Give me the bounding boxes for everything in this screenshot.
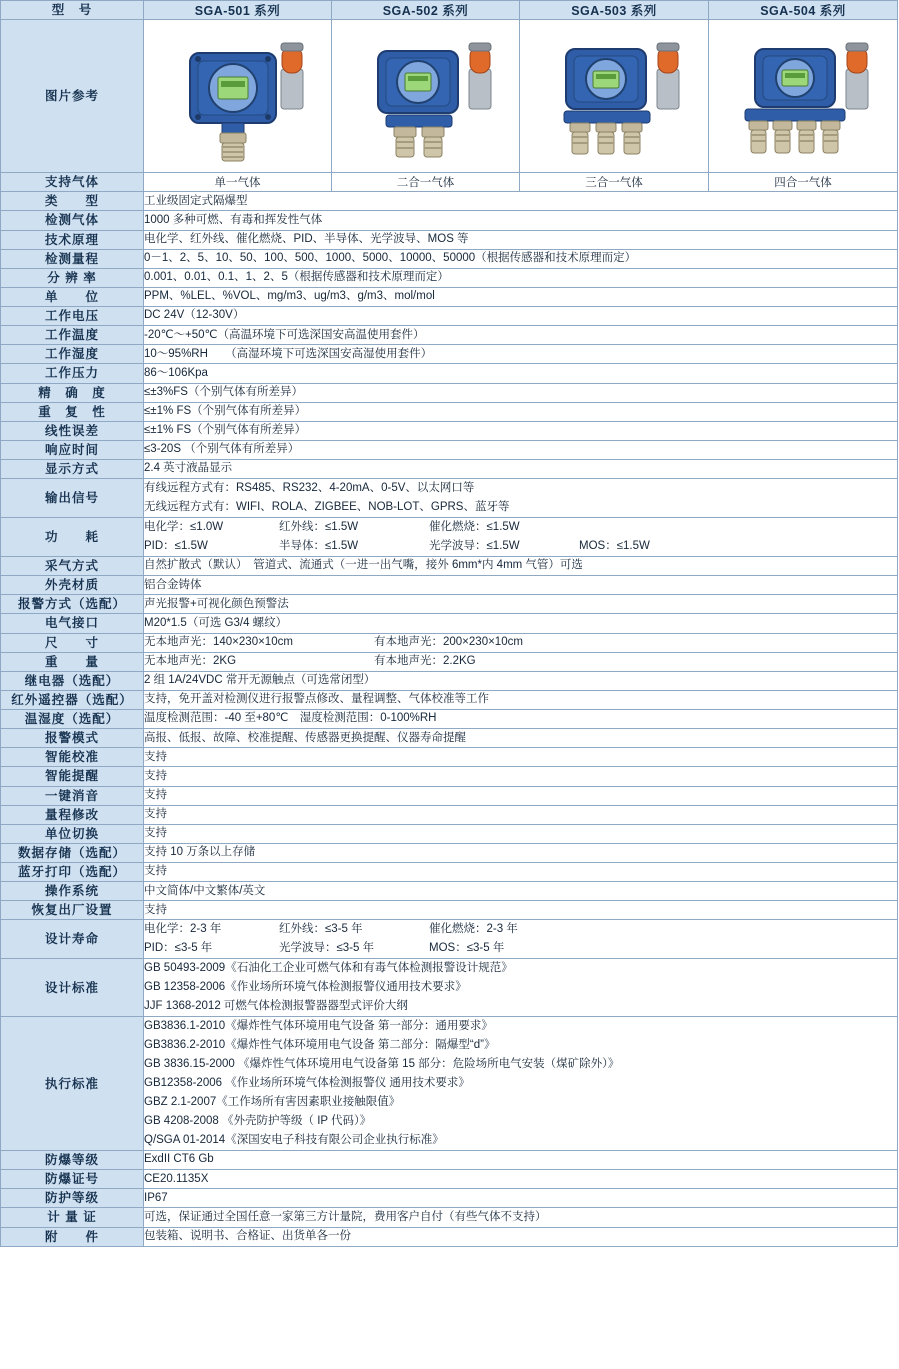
- table-row-detect-gas: [1, 211, 898, 230]
- life-line-2: [144, 939, 897, 958]
- row-label-smart-calibration: 智能校准: [1, 748, 144, 767]
- life-infrared: 红外线：≤3-5 年: [279, 923, 363, 936]
- row-label-data-storage: 数据存储（选配）: [1, 843, 144, 862]
- table-row-accuracy: [1, 383, 898, 402]
- table-row-linearity: [1, 421, 898, 440]
- table-row-temp-humidity-option: [1, 710, 898, 729]
- row-label-bluetooth-print: 蓝牙打印（选配）: [1, 863, 144, 882]
- row-label-ex-grade: 防爆等级: [1, 1151, 144, 1170]
- row-value-power: [144, 518, 898, 557]
- table-row-pressure: [1, 364, 898, 383]
- table-row-sampling: [1, 557, 898, 576]
- output-signal-wireless: 无线远程方式有：WIFI、ROLA、ZIGBEE、NOB-LOT、GPRS、蓝牙等: [144, 501, 510, 514]
- row-label-picture: 图片参考: [1, 20, 144, 173]
- row-label-ir-remote: 红外遥控器（选配）: [1, 690, 144, 709]
- table-row-unit: [1, 287, 898, 306]
- row-value-humidity: 10～95%RH （高湿环境下可选深国安高湿使用套件）: [144, 345, 898, 364]
- row-label-housing: 外壳材质: [1, 576, 144, 595]
- table-row-gas-support: [1, 173, 898, 192]
- product-image-3: [520, 20, 709, 173]
- row-value-data-storage: 支持 10 万条以上存储: [144, 843, 898, 862]
- table-row-model-header: [1, 1, 898, 20]
- design-standard-line-3: JJF 1368-2012 可燃气体检测报警器器型式评价大纲: [144, 1000, 408, 1013]
- table-row-temperature: [1, 326, 898, 345]
- row-label-ip-grade: 防护等级: [1, 1189, 144, 1208]
- row-label-repeatability: 重 复 性: [1, 402, 144, 421]
- row-value-weight: [144, 652, 898, 671]
- row-label-smart-reminder: 智能提醒: [1, 767, 144, 786]
- row-label-output-signal: 输出信号: [1, 479, 144, 518]
- gas-support-value-4: 四合一气体: [709, 173, 898, 192]
- model-header-4: SGA-504 系列: [709, 1, 898, 20]
- row-value-accessories: 包装箱、说明书、合格证、出货单各一份: [144, 1227, 898, 1246]
- row-value-temp-humidity-option: 温度检测范围：-40 至+80℃ 湿度检测范围：0-100%RH: [144, 710, 898, 729]
- row-value-smart-calibration: 支持: [144, 748, 898, 767]
- row-value-alarm-method: 声光报警+可视化颜色预警法: [144, 595, 898, 614]
- row-value-factory-reset: 支持: [144, 901, 898, 920]
- row-label-os: 操作系统: [1, 882, 144, 901]
- power-optical-waveguide: 光学波导：≤1.5W: [429, 540, 520, 553]
- product-image-2: [332, 20, 520, 173]
- table-row-tech-principle: [1, 230, 898, 249]
- design-standard-line-1: GB 50493-2009《石油化工企业可燃气体和有毒气体检测报警设计规范》: [144, 962, 513, 975]
- table-row-response-time: [1, 440, 898, 459]
- row-label-alarm-method: 报警方式（选配）: [1, 595, 144, 614]
- exec-standard-line-2: GB3836.2-2010《爆炸性气体环境用电气设备 第二部分：隔爆型“d”》: [144, 1039, 496, 1052]
- table-row-smart-calibration: [1, 748, 898, 767]
- product-image-4: [709, 20, 898, 173]
- table-row-housing: [1, 576, 898, 595]
- row-value-type: 工业级固定式隔爆型: [144, 192, 898, 211]
- row-value-design-standard: [144, 959, 898, 1017]
- row-label-relay: 继电器（选配）: [1, 671, 144, 690]
- row-value-unit: PPM、%LEL、%VOL、mg/m3、ug/m3、g/m3、mol/mol: [144, 287, 898, 306]
- row-value-ex-cert: CE20.1135X: [144, 1170, 898, 1189]
- weight-without-alarm: 无本地声光：2KG: [144, 655, 237, 668]
- table-row-ex-grade: [1, 1151, 898, 1170]
- row-label-model: 型 号: [1, 1, 144, 20]
- exec-standard-line-5: GBZ 2.1-2007《工作场所有害因素职业接触限值》: [144, 1096, 401, 1109]
- row-label-pressure: 工作压力: [1, 364, 144, 383]
- row-label-display: 显示方式: [1, 460, 144, 479]
- table-row-range-modify: [1, 805, 898, 824]
- output-signal-wired: 有线远程方式有：RS485、RS232、4-20mA、0-5V、以太网口等: [144, 482, 475, 495]
- size-without-alarm: 无本地声光：140×230×10cm: [144, 635, 293, 648]
- table-row-data-storage: [1, 843, 898, 862]
- table-row-accessories: [1, 1227, 898, 1246]
- table-row-humidity: [1, 345, 898, 364]
- row-label-sampling: 采气方式: [1, 557, 144, 576]
- model-header-2: SGA-502 系列: [332, 1, 520, 20]
- row-value-exec-standard: [144, 1017, 898, 1151]
- table-row-design-life: [1, 920, 898, 959]
- product-image-1: [144, 20, 332, 173]
- row-value-display: 2.4 英寸液晶显示: [144, 460, 898, 479]
- row-label-voltage: 工作电压: [1, 307, 144, 326]
- row-label-alarm-mode: 报警模式: [1, 729, 144, 748]
- table-row-unit-switch: [1, 824, 898, 843]
- table-row-smart-reminder: [1, 767, 898, 786]
- row-value-size: [144, 633, 898, 652]
- row-label-temperature: 工作温度: [1, 326, 144, 345]
- row-value-bluetooth-print: 支持: [144, 863, 898, 882]
- design-standard-line-2: GB 12358-2006《作业场所环境气体检测报警仪通用技术要求》: [144, 981, 467, 994]
- row-value-alarm-mode: 高报、低报、故障、校准提醒、传感器更换提醒、仪器寿命提醒: [144, 729, 898, 748]
- life-catalytic: 催化燃烧：2-3 年: [429, 923, 518, 936]
- gas-support-value-2: 二合一气体: [332, 173, 520, 192]
- row-value-temperature: -20℃～+50℃（高温环境下可选深国安高温使用套件）: [144, 326, 898, 345]
- row-label-accuracy: 精 确 度: [1, 383, 144, 402]
- row-label-design-standard: 设计标准: [1, 959, 144, 1017]
- power-pid: PID：≤1.5W: [144, 540, 208, 553]
- model-header-1: SGA-501 系列: [144, 1, 332, 20]
- table-row-voltage: [1, 307, 898, 326]
- row-value-ir-remote: 支持，免开盖对检测仪进行报警点修改、量程调整、气体校准等工作: [144, 690, 898, 709]
- row-label-factory-reset: 恢复出厂设置: [1, 901, 144, 920]
- row-label-weight: 重 量: [1, 652, 144, 671]
- table-row-output-signal: [1, 479, 898, 518]
- power-mos: MOS：≤1.5W: [579, 540, 650, 553]
- row-value-tech-principle: 电化学、红外线、催化燃烧、PID、半导体、光学波导、MOS 等: [144, 230, 898, 249]
- row-label-accessories: 附 件: [1, 1227, 144, 1246]
- table-row-alarm-mode: [1, 729, 898, 748]
- row-label-range: 检测量程: [1, 249, 144, 268]
- row-value-sampling: 自然扩散式（默认） 管道式、流通式（一进一出气嘴，接外 6mm*内 4mm 气管）可选: [144, 557, 898, 576]
- life-line-1: [144, 920, 897, 939]
- row-value-range-modify: 支持: [144, 805, 898, 824]
- row-label-unit-switch: 单位切换: [1, 824, 144, 843]
- row-value-os: 中文简体/中文繁体/英文: [144, 882, 898, 901]
- row-label-unit: 单 位: [1, 287, 144, 306]
- power-semiconductor: 半导体：≤1.5W: [279, 540, 359, 553]
- table-row-os: [1, 882, 898, 901]
- row-value-metrology-cert: 可选，保证通过全国任意一家第三方计量院，费用客户自付（有些气体不支持）: [144, 1208, 898, 1227]
- table-row-ip-grade: [1, 1189, 898, 1208]
- row-value-ex-grade: ExdII CT6 Gb: [144, 1151, 898, 1170]
- row-label-one-key-mute: 一键消音: [1, 786, 144, 805]
- row-value-response-time: ≤3-20S （个别气体有所差异）: [144, 440, 898, 459]
- row-value-unit-switch: 支持: [144, 824, 898, 843]
- row-value-output-signal: [144, 479, 898, 518]
- row-value-relay: 2 组 1A/24VDC 常开无源触点（可选常闭型）: [144, 671, 898, 690]
- row-label-humidity: 工作湿度: [1, 345, 144, 364]
- row-value-resolution: 0.001、0.01、0.1、1、2、5（根据传感器和技术原理而定）: [144, 268, 898, 287]
- row-label-metrology-cert: 计 量 证: [1, 1208, 144, 1227]
- table-row-exec-standard: [1, 1017, 898, 1151]
- row-value-smart-reminder: 支持: [144, 767, 898, 786]
- life-pid: PID：≤3-5 年: [144, 942, 213, 955]
- power-line-1: [144, 518, 897, 537]
- exec-standard-line-4: GB12358-2006 《作业场所环境气体检测报警仪 通用技术要求》: [144, 1077, 470, 1090]
- exec-standard-line-6: GB 4208-2008 《外壳防护等级（ IP 代码）》: [144, 1115, 372, 1128]
- exec-standard-line-7: Q/SGA 01-2014《深国安电子科技有限公司企业执行标准》: [144, 1134, 444, 1147]
- row-label-power: 功 耗: [1, 518, 144, 557]
- exec-standard-line-3: GB 3836.15-2000 《爆炸性气体环境用电气设备第 15 部分：危险场所电气安装（煤矿除外）》: [144, 1058, 620, 1071]
- row-label-response-time: 响应时间: [1, 440, 144, 459]
- life-mos: MOS：≤3-5 年: [429, 942, 505, 955]
- row-label-type: 类 型: [1, 192, 144, 211]
- life-electrochemical: 电化学：2-3 年: [144, 923, 222, 936]
- table-row-size: [1, 633, 898, 652]
- row-value-linearity: ≤±1% FS（个别气体有所差异）: [144, 421, 898, 440]
- row-label-range-modify: 量程修改: [1, 805, 144, 824]
- row-value-repeatability: ≤±1% FS（个别气体有所差异）: [144, 402, 898, 421]
- table-row-bluetooth-print: [1, 863, 898, 882]
- row-label-design-life: 设计寿命: [1, 920, 144, 959]
- row-value-detect-gas: 1000 多种可燃、有毒和挥发性气体: [144, 211, 898, 230]
- exec-standard-line-1: GB3836.1-2010《爆炸性气体环境用电气设备 第一部分：通用要求》: [144, 1020, 493, 1033]
- row-value-range: 0－1、2、5、10、50、100、500、1000、5000、10000、50000（根据传感器和技术原理而定）: [144, 249, 898, 268]
- table-row-power: [1, 518, 898, 557]
- row-label-resolution: 分 辨 率: [1, 268, 144, 287]
- table-row-metrology-cert: [1, 1208, 898, 1227]
- row-value-one-key-mute: 支持: [144, 786, 898, 805]
- table-row-repeatability: [1, 402, 898, 421]
- life-optical-waveguide: 光学波导：≤3-5 年: [279, 942, 375, 955]
- table-row-alarm-method: [1, 595, 898, 614]
- table-row-design-standard: [1, 959, 898, 1017]
- row-value-ip-grade: IP67: [144, 1189, 898, 1208]
- row-label-gas-support: 支持气体: [1, 173, 144, 192]
- row-value-housing: 铝合金铸体: [144, 576, 898, 595]
- row-label-size: 尺 寸: [1, 633, 144, 652]
- row-value-design-life: [144, 920, 898, 959]
- table-row-ir-remote: [1, 690, 898, 709]
- row-label-tech-principle: 技术原理: [1, 230, 144, 249]
- table-row-weight: [1, 652, 898, 671]
- table-row-display: [1, 460, 898, 479]
- size-line: [144, 634, 897, 651]
- table-row-picture: [1, 20, 898, 173]
- table-row-one-key-mute: [1, 786, 898, 805]
- table-row-range: [1, 249, 898, 268]
- table-row-resolution: [1, 268, 898, 287]
- table-row-ex-cert: [1, 1170, 898, 1189]
- gas-support-value-1: 单一气体: [144, 173, 332, 192]
- power-electrochemical: 电化学：≤1.0W: [144, 521, 224, 534]
- weight-with-alarm: 有本地声光：2.2KG: [374, 655, 476, 668]
- row-value-accuracy: ≤±3%FS（个别气体有所差异）: [144, 383, 898, 402]
- row-label-exec-standard: 执行标准: [1, 1017, 144, 1151]
- size-with-alarm: 有本地声光：200×230×10cm: [374, 635, 523, 648]
- row-value-pressure: 86～106Kpa: [144, 364, 898, 383]
- row-label-electrical-interface: 电气接口: [1, 614, 144, 633]
- power-infrared: 红外线：≤1.5W: [279, 521, 359, 534]
- row-label-temp-humidity-option: 温湿度（选配）: [1, 710, 144, 729]
- table-row-type: [1, 192, 898, 211]
- row-value-voltage: DC 24V（12-30V）: [144, 307, 898, 326]
- gas-support-value-3: 三合一气体: [520, 173, 709, 192]
- model-header-3: SGA-503 系列: [520, 1, 709, 20]
- table-row-relay: [1, 671, 898, 690]
- power-catalytic: 催化燃烧：≤1.5W: [429, 521, 520, 534]
- weight-line: [144, 653, 897, 670]
- row-label-detect-gas: 检测气体: [1, 211, 144, 230]
- table-row-electrical-interface: [1, 614, 898, 633]
- row-label-ex-cert: 防爆证号: [1, 1170, 144, 1189]
- row-label-linearity: 线性误差: [1, 421, 144, 440]
- power-line-2: [144, 537, 897, 556]
- row-value-electrical-interface: M20*1.5（可选 G3/4 螺纹）: [144, 614, 898, 633]
- table-row-factory-reset: [1, 901, 898, 920]
